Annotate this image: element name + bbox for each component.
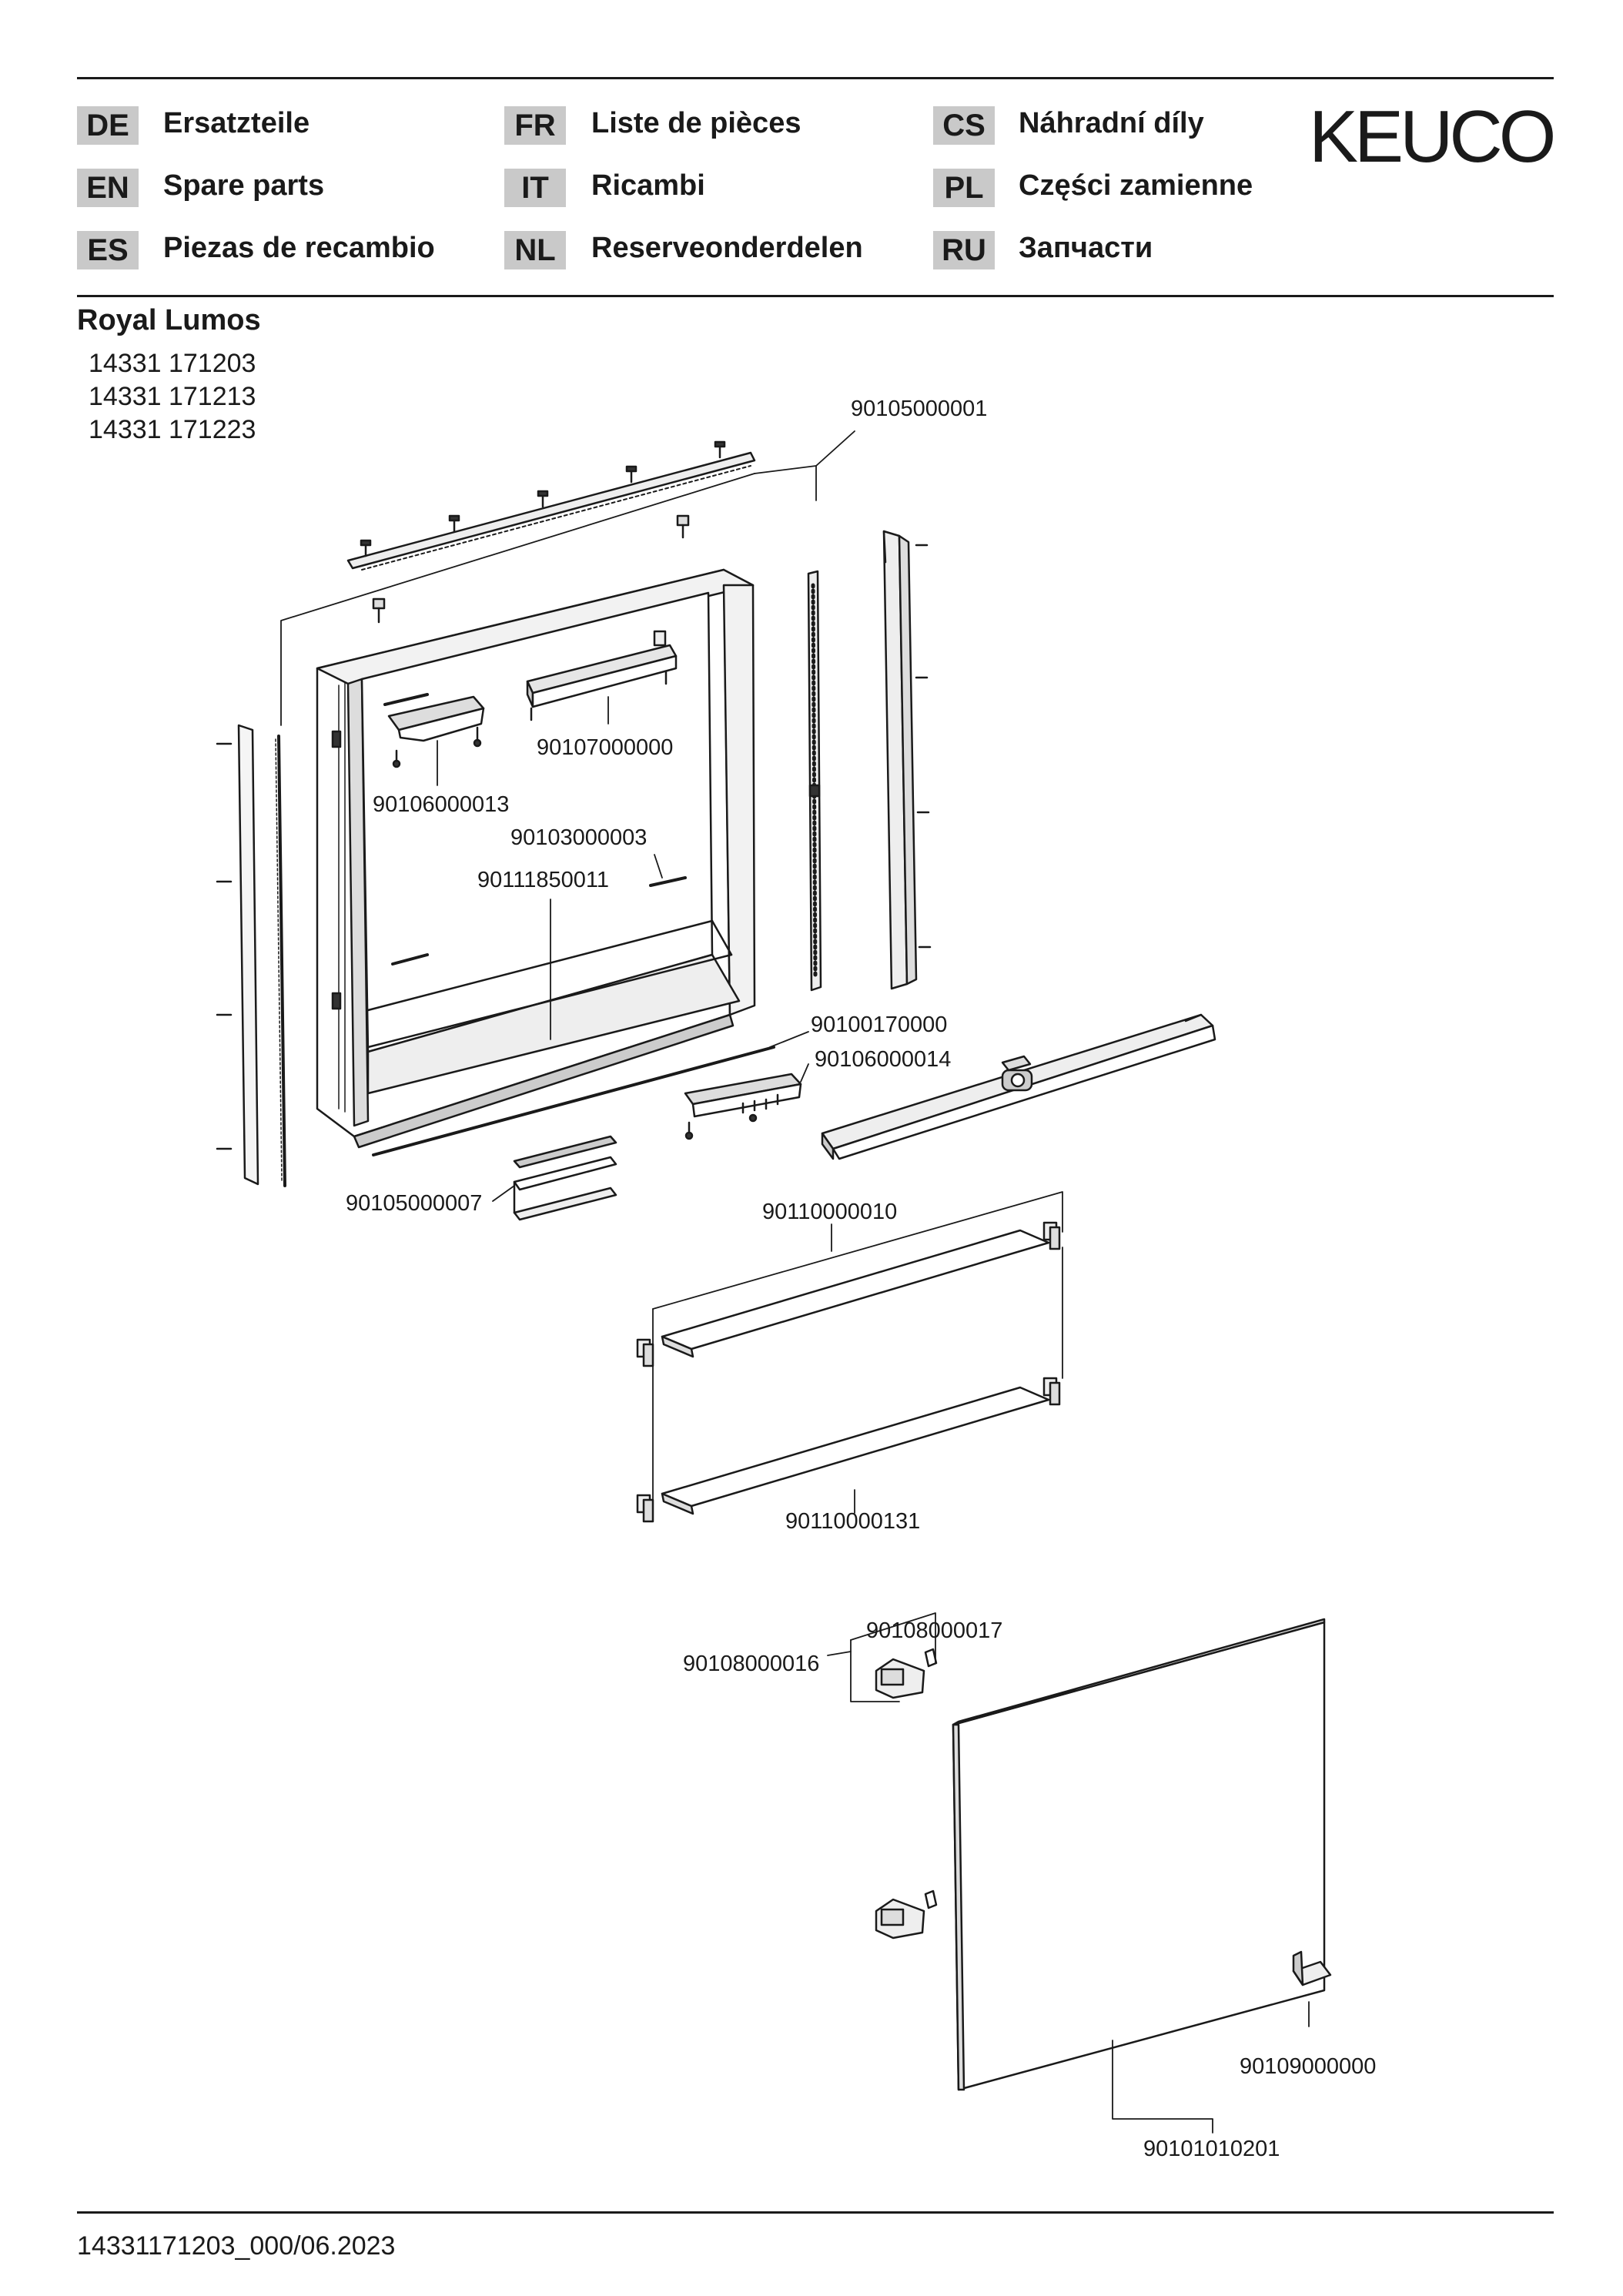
right-side-profile bbox=[884, 531, 930, 989]
lang-code-pl: PL bbox=[933, 169, 995, 207]
article-number: 14331 171213 bbox=[89, 382, 256, 411]
shelf-bracket-icon bbox=[637, 1223, 1059, 1521]
lang-label-cs: Náhradní díly bbox=[1019, 107, 1204, 139]
lang-label-nl: Reserveonderdelen bbox=[591, 232, 863, 264]
part-number-label: 90110000131 bbox=[785, 1509, 921, 1534]
left-side-profile bbox=[217, 725, 285, 1186]
part-number-label: 90110000010 bbox=[762, 1200, 898, 1224]
part-number-label: 90103000003 bbox=[510, 825, 648, 850]
lang-code-fr: FR bbox=[504, 106, 566, 145]
part-number-label: 90100170000 bbox=[811, 1012, 948, 1037]
lang-label-it: Ricambi bbox=[591, 169, 705, 202]
lang-code-es: ES bbox=[77, 231, 139, 269]
bottom-rail-parts bbox=[514, 1136, 616, 1220]
part-number-label: 90108000017 bbox=[866, 1618, 1003, 1643]
lang-label-fr: Liste de pièces bbox=[591, 107, 801, 139]
lang-label-de: Ersatzteile bbox=[163, 107, 310, 139]
cabinet-body bbox=[317, 570, 774, 1155]
switch-unit bbox=[685, 1074, 801, 1139]
glass-shelf-lower bbox=[662, 1387, 1049, 1514]
hinge-upper bbox=[876, 1649, 936, 1698]
part-number-label: 90109000000 bbox=[1240, 2054, 1377, 2079]
article-number: 14331 171203 bbox=[89, 349, 256, 378]
lang-label-pl: Części zamienne bbox=[1019, 169, 1253, 202]
lang-label-es: Piezas de recambio bbox=[163, 232, 435, 264]
glass-shelf-upper bbox=[662, 1230, 1049, 1357]
part-number-label: 90105000007 bbox=[346, 1191, 483, 1216]
keuco-logo: KEUCO bbox=[1309, 95, 1553, 178]
lang-code-it: IT bbox=[504, 169, 566, 207]
lang-code-de: DE bbox=[77, 106, 139, 145]
product-title: Royal Lumos bbox=[77, 304, 261, 336]
part-number-label: 90106000014 bbox=[815, 1047, 952, 1072]
part-number-label: 90101010201 bbox=[1143, 2137, 1280, 2161]
hinge-lower bbox=[876, 1891, 936, 1938]
article-number: 14331 171223 bbox=[89, 415, 256, 444]
part-number-label: 90111850011 bbox=[477, 868, 609, 892]
part-number-label: 90107000000 bbox=[537, 735, 674, 760]
lang-code-nl: NL bbox=[504, 231, 566, 269]
part-number-label: 90108000016 bbox=[683, 1652, 820, 1676]
part-number-label: 90105000001 bbox=[851, 397, 988, 421]
lang-label-ru: Запчасти bbox=[1019, 232, 1153, 264]
lang-code-en: EN bbox=[77, 169, 139, 207]
mirror-door bbox=[953, 1619, 1324, 2090]
document-footer: 14331171203_000/06.2023 bbox=[77, 2231, 396, 2261]
part-number-label: 90106000013 bbox=[373, 792, 510, 817]
lang-code-ru: RU bbox=[933, 231, 995, 269]
lang-code-cs: CS bbox=[933, 106, 995, 145]
lang-label-en: Spare parts bbox=[163, 169, 325, 202]
right-led-profile bbox=[808, 571, 821, 990]
